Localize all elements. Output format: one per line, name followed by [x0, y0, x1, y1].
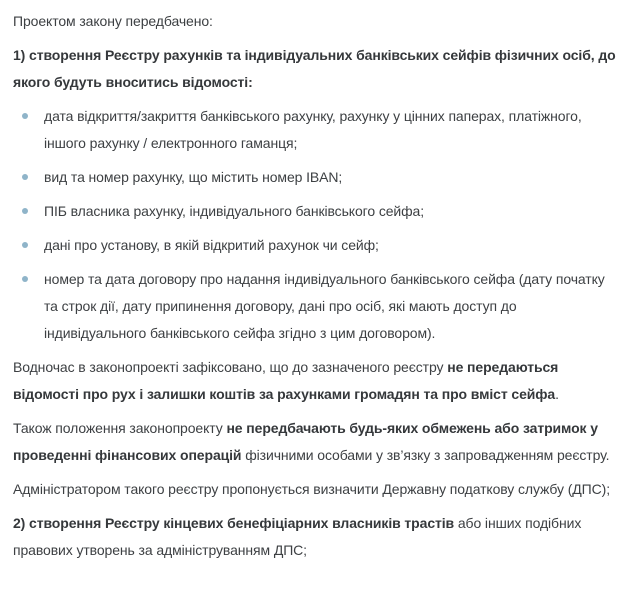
paragraph-bold-text: не передбачають будь-яких обмежень або затримок у проведенні фінансових операцій — [13, 420, 598, 463]
bullet-dot-icon — [22, 276, 28, 282]
list-item-text: дані про установу, в якій відкритий рахунок чи сейф; — [44, 237, 379, 253]
paragraph-bold-text: не передаються відомості про рух і залишки коштів за рахунками громадян та про вміст сейфа — [13, 359, 559, 402]
paragraph-text: Водночас в законопроекті зафіксовано, що до зазначеного реєстру — [13, 359, 448, 375]
paragraph-administrator: Адміністратором такого реєстру пропонується визначити Державну податкову службу (ДПС); — [13, 481, 611, 497]
paragraph-text: . — [555, 386, 559, 402]
paragraph-text: фізичними особами у зв’язку з запровадженням реєстру. — [241, 447, 610, 463]
paragraph-no-transfer — [13, 354, 622, 408]
list-item-text: номер та дата договору про надання індивідуального банківського сейфа (дату початку та строк дії, дату припинення договору, дані про осіб, які мають доступ до індивідуального банківського сейфа згідно з цим договором). — [44, 271, 605, 341]
intro-paragraph: Проектом закону передбачено: — [13, 13, 213, 29]
list-item-text: дата відкриття/закриття банківського рахунку, рахунку у цінних паперах, платіжного, іншого рахунку / електронного гаманця; — [44, 108, 582, 151]
section-2-regular-text: або інших подібних правових утворень за адмініструванням ДПС; — [13, 515, 582, 558]
bullet-dot-icon — [22, 174, 28, 180]
list-item — [13, 164, 622, 191]
bullet-dot-icon — [22, 208, 28, 214]
paragraph-text: Також положення законопроекту — [13, 420, 227, 436]
section-2-bold-text: 2) створення Реєстру кінцевих бенефіціарних власників трастів — [13, 515, 455, 531]
list-item-text: вид та номер рахунку, що містить номер IBAN; — [44, 169, 343, 185]
bullet-dot-icon — [22, 242, 28, 248]
paragraph-no-restrictions — [13, 415, 622, 469]
list-item — [13, 198, 622, 225]
details-list — [13, 103, 622, 347]
list-item-text: ПІБ власника рахунку, індивідуального банківського сейфа; — [44, 203, 425, 219]
list-item — [13, 232, 622, 259]
list-item — [13, 266, 622, 347]
bullet-dot-icon — [22, 113, 28, 119]
section-2-heading — [13, 510, 622, 564]
list-item — [13, 103, 622, 157]
section-1-heading: 1) створення Реєстру рахунків та індивідуальних банківських сейфів фізичних осіб, до якого будуть вноситись відомості: — [13, 47, 616, 90]
